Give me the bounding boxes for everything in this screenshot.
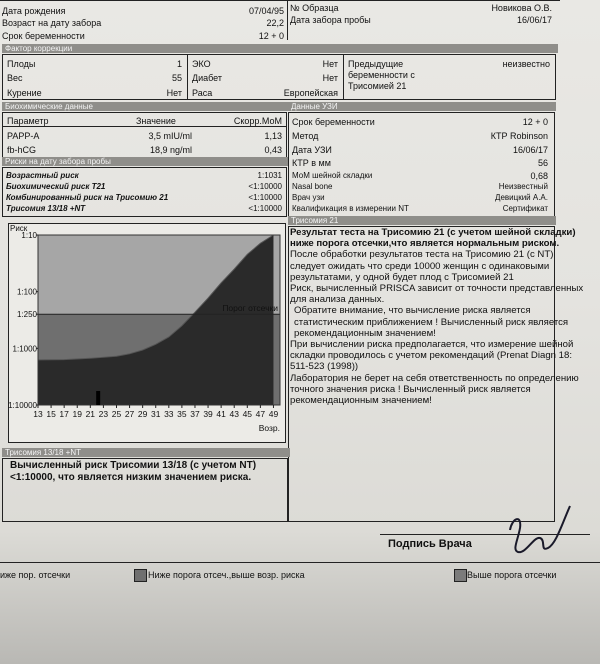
biochem-header: Биохимические данные	[2, 102, 288, 111]
biochem-row-mom: 0,43	[264, 145, 282, 155]
biochem-header-rule	[3, 126, 286, 127]
ivf-value: Нет	[322, 59, 338, 69]
chart-x-tick-label: 29	[137, 409, 148, 419]
us-label-nasal: Nasal bone	[292, 182, 333, 191]
biochem-row-mom: 1,13	[264, 131, 282, 141]
risk-label-biochem: Биохимический риск T21	[6, 182, 106, 191]
risk-value-combined: <1:10000	[248, 193, 282, 202]
race-label: Раса	[192, 88, 213, 98]
us-label-date: Дата УЗИ	[292, 145, 332, 155]
chart-y-tick-label: 1:10000	[8, 401, 37, 410]
chart-x-tick-label: 25	[111, 409, 122, 419]
chart-x-tick-label: 49	[268, 409, 279, 419]
ga-label: Срок беременности	[2, 31, 85, 41]
chart-x-tick-label: 17	[59, 409, 69, 419]
chart-y-axis-label: Риск	[10, 224, 28, 233]
sample-date-label: Дата забора пробы	[290, 15, 371, 25]
t21-notes	[290, 227, 590, 406]
us-value-nt-qual: Сертификат	[502, 204, 548, 213]
legend-item-below-cutoff: иже пор. отсечки	[0, 570, 71, 580]
us-label-nt-mom: МоМ шейной складки	[292, 171, 373, 180]
dob-label: Дата рождения	[2, 6, 66, 16]
diabetes-value: Нет	[322, 73, 338, 83]
legend-swatch-light	[454, 569, 467, 582]
risk-value-t1318: <1:10000	[248, 204, 282, 213]
t21-header: Трисомия 21	[288, 216, 556, 225]
chart-x-tick-label: 31	[150, 409, 161, 419]
risk-value-age: 1:1031	[257, 171, 282, 180]
correction-divider-2	[343, 54, 344, 99]
t21-note-2: Риск, вычисленный PRISCA зависит от точности представленных для анализа данных.	[290, 283, 584, 306]
signature-mark	[500, 500, 580, 555]
chart-x-tick-label: 33	[164, 409, 174, 419]
legend-item-between: Ниже порога отсеч.,выше возр. риска	[148, 570, 305, 580]
prev-label-3: Трисомией 21	[348, 81, 407, 91]
weight-label: Вес	[7, 73, 23, 83]
t21-note-3: Обратите внимание, что вычисление риска является статистическим приближением ! Вычисленный риск является рекомендационным значением!	[294, 305, 569, 339]
us-value-method: КТР Robinson	[490, 131, 548, 141]
smoking-label: Курение	[7, 88, 42, 98]
ga-value: 12 + 0	[258, 31, 284, 41]
chart-x-tick-label: 19	[72, 409, 82, 419]
us-value-date: 16/06/17	[512, 145, 548, 155]
chart-cutoff-label: Порог отсечки	[222, 303, 278, 314]
legend-rule	[0, 562, 600, 563]
chart-y-tick-label: 1:1000	[12, 344, 37, 354]
us-value-nasal: Неизвестный	[498, 182, 548, 191]
t21-note-4: При вычислении риска предполагается, что измерение шейной складки проводилось с учетом рекомендаций (Prenat Diagn 18: 511-523 (1998))	[290, 339, 574, 373]
top-rule	[0, 0, 560, 1]
biochem-row-param: PAPP-A	[7, 131, 40, 141]
prev-label-2: беременности с	[348, 70, 415, 80]
us-value-nt-mom: 0,68	[530, 171, 548, 181]
t21-result-text: Результат теста на Трисомию 21 (с учетом шейной складки) ниже порога отсечки,что является нормальным риском.	[290, 227, 576, 250]
biochem-col-mom: Скорр.МоМ	[233, 116, 282, 126]
smoking-value: Нет	[166, 88, 182, 98]
chart-x-tick-label: 45	[242, 409, 253, 419]
risk-label-age: Возрастный риск	[6, 171, 79, 180]
top-divider	[287, 0, 288, 40]
fetuses-label: Плоды	[7, 59, 36, 69]
sample-value: Новикова О.В.	[491, 3, 552, 13]
us-label-ga: Срок беременности	[292, 117, 375, 127]
us-label-crl: КТР в мм	[292, 158, 331, 168]
risk-label-t1318: Трисомия 13/18 +NT	[6, 204, 86, 213]
biochem-col-param: Параметр	[7, 116, 49, 126]
t21-note-1: После обработки результатов теста на Трисомию 21 (с NT) следует ожидать что среди 10000 женщин с одинаковыми результатами, у одной будет плод с Трисомией 21	[290, 249, 554, 283]
correction-divider-1	[187, 54, 188, 99]
us-label-nt-qual: Квалификация в измерении NT	[292, 204, 409, 213]
us-label-doctor: Врач узи	[292, 193, 325, 202]
chart-x-tick-label: 39	[203, 409, 213, 419]
chart-x-tick-label: 13	[33, 409, 43, 419]
t1318-header: Трисомия 13/18 +NT	[2, 448, 290, 457]
prev-value: неизвестно	[502, 59, 550, 69]
biochem-row-param: fb-hCG	[7, 145, 37, 155]
correction-header: Фактор коррекции	[2, 44, 558, 53]
us-value-crl: 56	[537, 158, 548, 168]
chart-x-tick-label: 37	[190, 409, 200, 419]
dob-value: 07/04/95	[248, 6, 284, 16]
signature-label: Подпись Врача	[388, 538, 472, 550]
weight-value: 55	[171, 73, 182, 83]
chart-y-tick-label: 1:250	[16, 310, 37, 320]
us-value-ga: 12 + 0	[522, 117, 548, 127]
chart-x-tick-label: 43	[229, 409, 239, 419]
diabetes-label: Диабет	[192, 73, 223, 83]
us-header: Данные УЗИ	[288, 102, 556, 111]
biochem-row-value: 18,9 ng/ml	[149, 145, 192, 155]
chart-y-tick-label: 1:100	[16, 287, 37, 297]
sample-label: № Образца	[290, 3, 339, 13]
chart-x-axis-label: Возр.	[258, 423, 280, 433]
race-value: Европейская	[283, 88, 338, 98]
chart-patient-marker	[96, 391, 100, 405]
legend-item-above-cutoff: Выше порога отсечки	[467, 570, 557, 580]
chart-x-tick-label: 23	[98, 409, 109, 419]
risk-label-combined: Комбинированный риск на Трисомию 21	[6, 193, 169, 202]
risk-value-biochem: <1:10000	[248, 182, 282, 191]
us-value-doctor: Девицкий А.А.	[495, 193, 548, 202]
us-label-method: Метод	[292, 131, 319, 141]
age-value: 22,2	[266, 18, 284, 28]
age-label: Возраст на дату забора	[2, 18, 102, 28]
fetuses-value: 1	[176, 59, 182, 69]
legend-swatch-mid	[134, 569, 147, 582]
sample-date-value: 16/06/17	[516, 15, 552, 25]
prev-label-1: Предыдущие	[348, 59, 404, 69]
ivf-label: ЭКО	[192, 59, 211, 69]
chart-x-tick-label: 21	[85, 409, 96, 419]
chart-x-tick-label: 15	[46, 409, 56, 419]
chart-y-tick-label: 1:10	[21, 231, 37, 240]
chart-x-tick-label: 35	[177, 409, 187, 419]
biochem-row-value: 3,5 mIU/ml	[148, 131, 192, 141]
biochem-col-value: Значение	[136, 116, 176, 126]
chart-x-tick-label: 47	[255, 409, 266, 419]
risk-header: Риски на дату забора пробы	[2, 157, 288, 166]
t1318-result-text: Вычисленный риск Трисомии 13/18 (с учетом NT) <1:10000, что является низким значением риска.	[10, 460, 257, 483]
chart-x-tick-label: 41	[216, 409, 226, 419]
risk-chart	[8, 223, 286, 443]
t21-note-5: Лаборатория не берет на себя ответственность по определению точного значения риска ! Вычисленный риск является рекомендационным значением!	[290, 372, 579, 407]
chart-x-tick-label: 27	[124, 409, 135, 419]
